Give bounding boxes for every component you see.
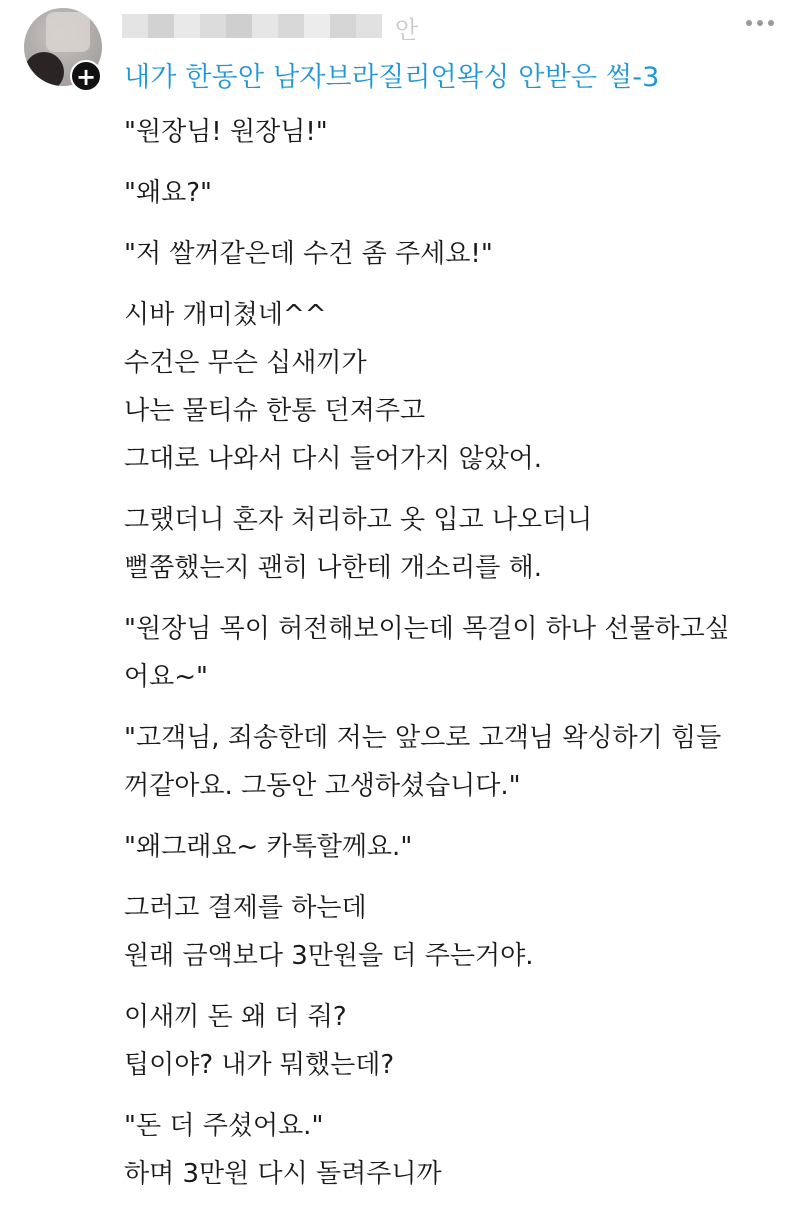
post-paragraph bbox=[124, 1102, 774, 1198]
paragraph-line: "저 쌀꺼같은데 수건 좀 주세요!" bbox=[124, 239, 493, 269]
paragraph-line: "원장님 목이 허전해보이는데 목걸이 하나 선물하고싶 bbox=[124, 614, 730, 644]
paragraph-line: "왜요?" bbox=[124, 178, 212, 208]
avatar-blur bbox=[46, 12, 90, 52]
paragraph-line: 하며 3만원 다시 돌려주니까 bbox=[124, 1159, 442, 1189]
paragraph-line: 팁이야? 내가 뭐했는데? bbox=[124, 1050, 395, 1080]
post-paragraph bbox=[124, 169, 774, 217]
paragraph-line: 수건은 무슨 십새끼가 bbox=[124, 348, 367, 378]
paragraph-line: 시바 개미쳤네^^ bbox=[124, 300, 327, 330]
post-paragraph bbox=[124, 291, 774, 483]
avatar-hair bbox=[24, 52, 64, 86]
paragraph-line: 어요~" bbox=[124, 662, 208, 692]
paragraph-line: 그러고 결제를 하는데 bbox=[124, 893, 367, 923]
paragraph-line: "왜그래요~ 카톡할께요." bbox=[124, 832, 413, 862]
post-body bbox=[124, 108, 774, 1209]
paragraph-line: 그대로 나와서 다시 들어가지 않았어. bbox=[124, 444, 543, 474]
post-paragraph bbox=[124, 714, 774, 810]
paragraph-line: "고객님, 죄송한데 저는 앞으로 고객님 왁싱하기 힘들 bbox=[124, 723, 722, 753]
paragraph-line: 꺼같아요. 그동안 고생하셨습니다." bbox=[124, 771, 521, 801]
paragraph-line: 이새끼 돈 왜 더 줘? bbox=[124, 1002, 347, 1032]
paragraph-line: "돈 더 주셨어요." bbox=[124, 1111, 324, 1141]
post-paragraph bbox=[124, 823, 774, 871]
post-paragraph bbox=[124, 993, 774, 1089]
post-title[interactable]: 내가 한동안 남자브라질리언왁싱 안받은 썰-3 bbox=[124, 62, 660, 93]
post-paragraph bbox=[124, 230, 774, 278]
paragraph-line: 뻘쭘했는지 괜히 나한테 개소리를 해. bbox=[124, 553, 543, 583]
follow-plus-icon[interactable]: + bbox=[70, 60, 102, 92]
username-blurred bbox=[122, 14, 382, 38]
username-tail: 안 bbox=[395, 16, 419, 44]
paragraph-line: 나는 물티슈 한통 던져주고 bbox=[124, 396, 426, 426]
post-paragraph bbox=[124, 496, 774, 592]
paragraph-line: 그랬더니 혼자 처리하고 옷 입고 나오더니 bbox=[124, 505, 593, 535]
more-horizontal-icon[interactable] bbox=[746, 20, 774, 26]
post-paragraph bbox=[124, 884, 774, 980]
post-paragraph bbox=[124, 108, 774, 156]
paragraph-line: "원장님! 원장님!" bbox=[124, 117, 328, 147]
post-paragraph bbox=[124, 605, 774, 701]
paragraph-line: 원래 금액보다 3만원을 더 주는거야. bbox=[124, 941, 534, 971]
